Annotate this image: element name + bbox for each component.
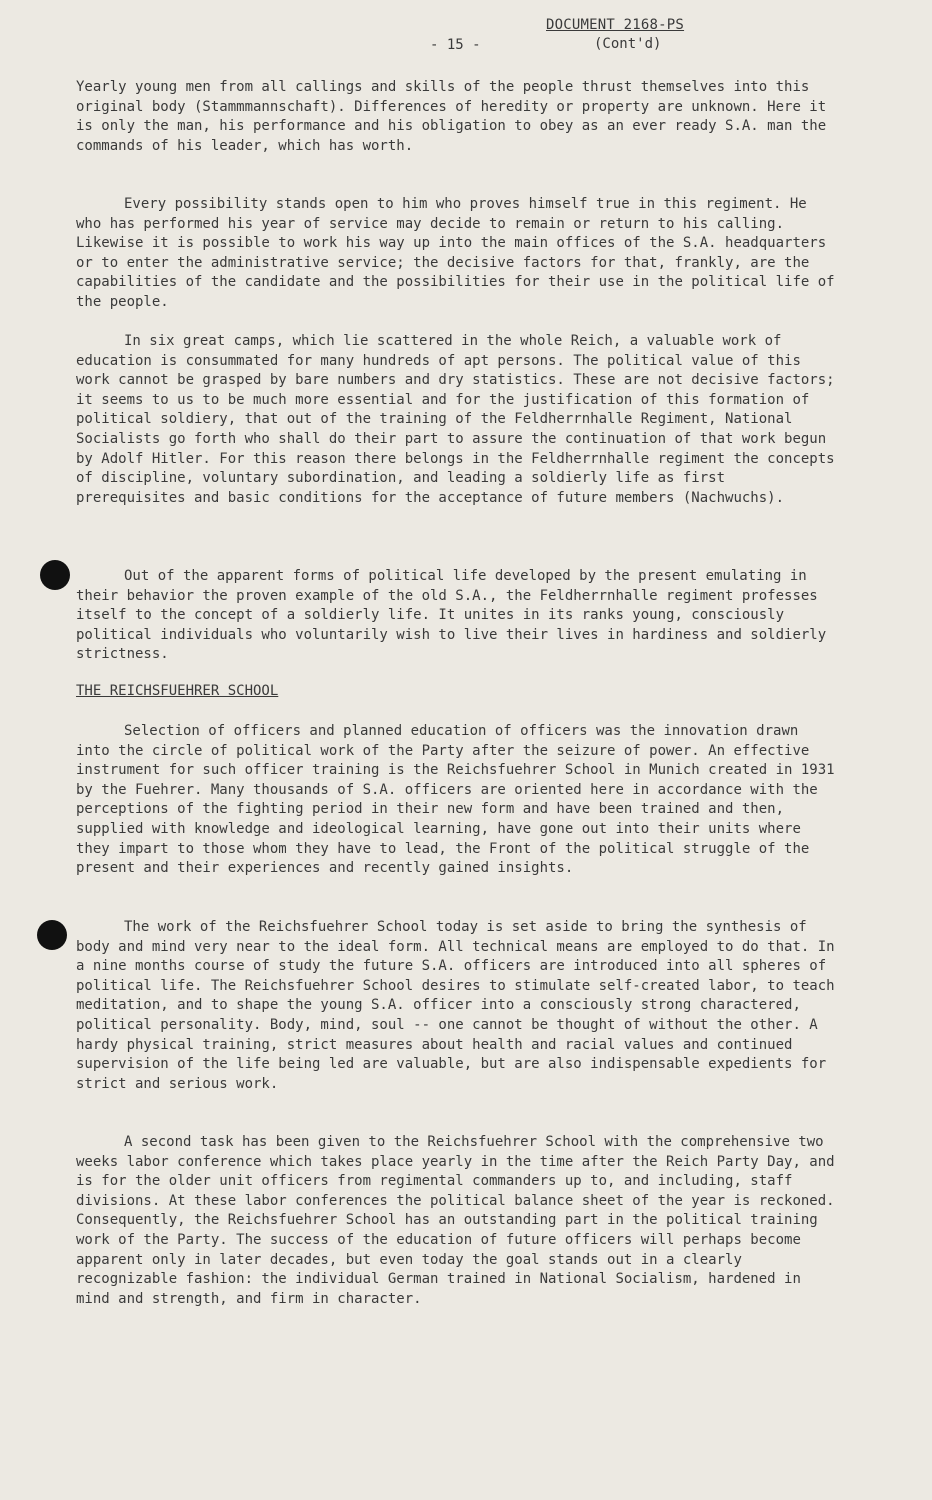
section-heading: THE REICHSFUEHRER SCHOOL bbox=[76, 683, 279, 699]
document-id: DOCUMENT 2168-PS bbox=[546, 17, 685, 33]
punch-hole bbox=[37, 920, 67, 950]
paragraph-3: In six great camps, which lie scattered in the whole Reich, a valuable work of education is consummated for many hundreds of apt persons. The political value of this work cannot be grasped by bare numbers and dry statistics. These are not decisive factors; it seems to us to be much more essential and for the justification of this formation of political soldiery, that out of the training of the Feldherrnhalle Regiment, National Socialists go forth who shall do their part to assure the continuation of that work begun by Adolf Hitler. For this reason there belongs in the Feldherrnhalle regiment the concepts of discipline, voluntary subordination, and leading a soldierly life as first prerequisites and basic conditions for the acceptance of future members (Nachwuchs). bbox=[76, 333, 835, 506]
paragraph-1: Yearly young men from all callings and skills of the people thrust themselves into this original body (Stammmannschaft). Differences of heredity or property are unknown. Here it is only the man, his performance and his obligation to obey as an ever ready S.A. man the commands of his leader, which has worth. bbox=[76, 79, 827, 154]
section-paragraph-3: A second task has been given to the Reichsfuehrer School with the comprehensive two weeks labor conference which takes place yearly in the time after the Reich Party Day, and is for the older unit officers from regimental commanders up to, and including, staff divisions. At these labor conferences the political balance sheet of the year is reckoned. Consequently, the Reichsfuehrer School has an outstanding part in the political training work of the Party. The success of the education of future officers will perhaps become apparent only in later decades, but even today the goal stands out in a clearly recognizable fashion: the individual German trained in National Socialism, hardened in mind and strength, and firm in character. bbox=[76, 1134, 835, 1307]
paragraph-4: Out of the apparent forms of political life developed by the present emulating in their behavior the proven example of the old S.A., the Feldherrnhalle regiment professes itself to the concept of a soldierly life. It unites in its ranks young, consciously political individuals who voluntarily wish to live their lives in hardiness and soldierly strictness. bbox=[76, 568, 827, 663]
paragraph-2: Every possibility stands open to him who proves himself true in this regiment. He who has performed his year of service may decide to remain or return to his calling. Likewise it is possible to work his way up into the main offices of the S.A. headquarters or to enter the administrative service; the decisive factors for that, frankly, are the capabilities of the candidate and the possibilities for their use in the political life of the people. bbox=[76, 196, 835, 310]
punch-hole bbox=[40, 560, 70, 590]
continued-label: (Cont'd) bbox=[594, 36, 662, 52]
section-paragraph-1: Selection of officers and planned education of officers was the innovation drawn into the circle of political work of the Party after the seizure of power. An effective instrument for such officer training is the Reichsfuehrer School in Munich created in 1931 by the Fuehrer. Many thousands of S.A. officers are oriented here in accordance with the perceptions of the fighting period in their new form and have been trained and then, supplied with knowledge and ideological learning, have gone out into their units where they impart to those whom they have to lead, the Front of the political struggle of the present and their experiences and recently gained insights. bbox=[76, 723, 835, 877]
section-paragraph-2: The work of the Reichsfuehrer School today is set aside to bring the synthesis of body and mind very near to the ideal form. All technical means are employed to do that. In a nine months course of study the future S.A. officers are introduced into all spheres of political life. The Reichsfuehrer School desires to stimulate self-created labor, to teach meditation, and to shape the young S.A. officer into a consciously strong charactered, political personality. Body, mind, soul -- one cannot be thought of without the other. A hardy physical training, strict measures about health and racial values and continued supervision of the life being led are valuable, but are also indispensable expedients for strict and serious work. bbox=[76, 919, 835, 1092]
page-number: - 15 - bbox=[430, 37, 481, 53]
